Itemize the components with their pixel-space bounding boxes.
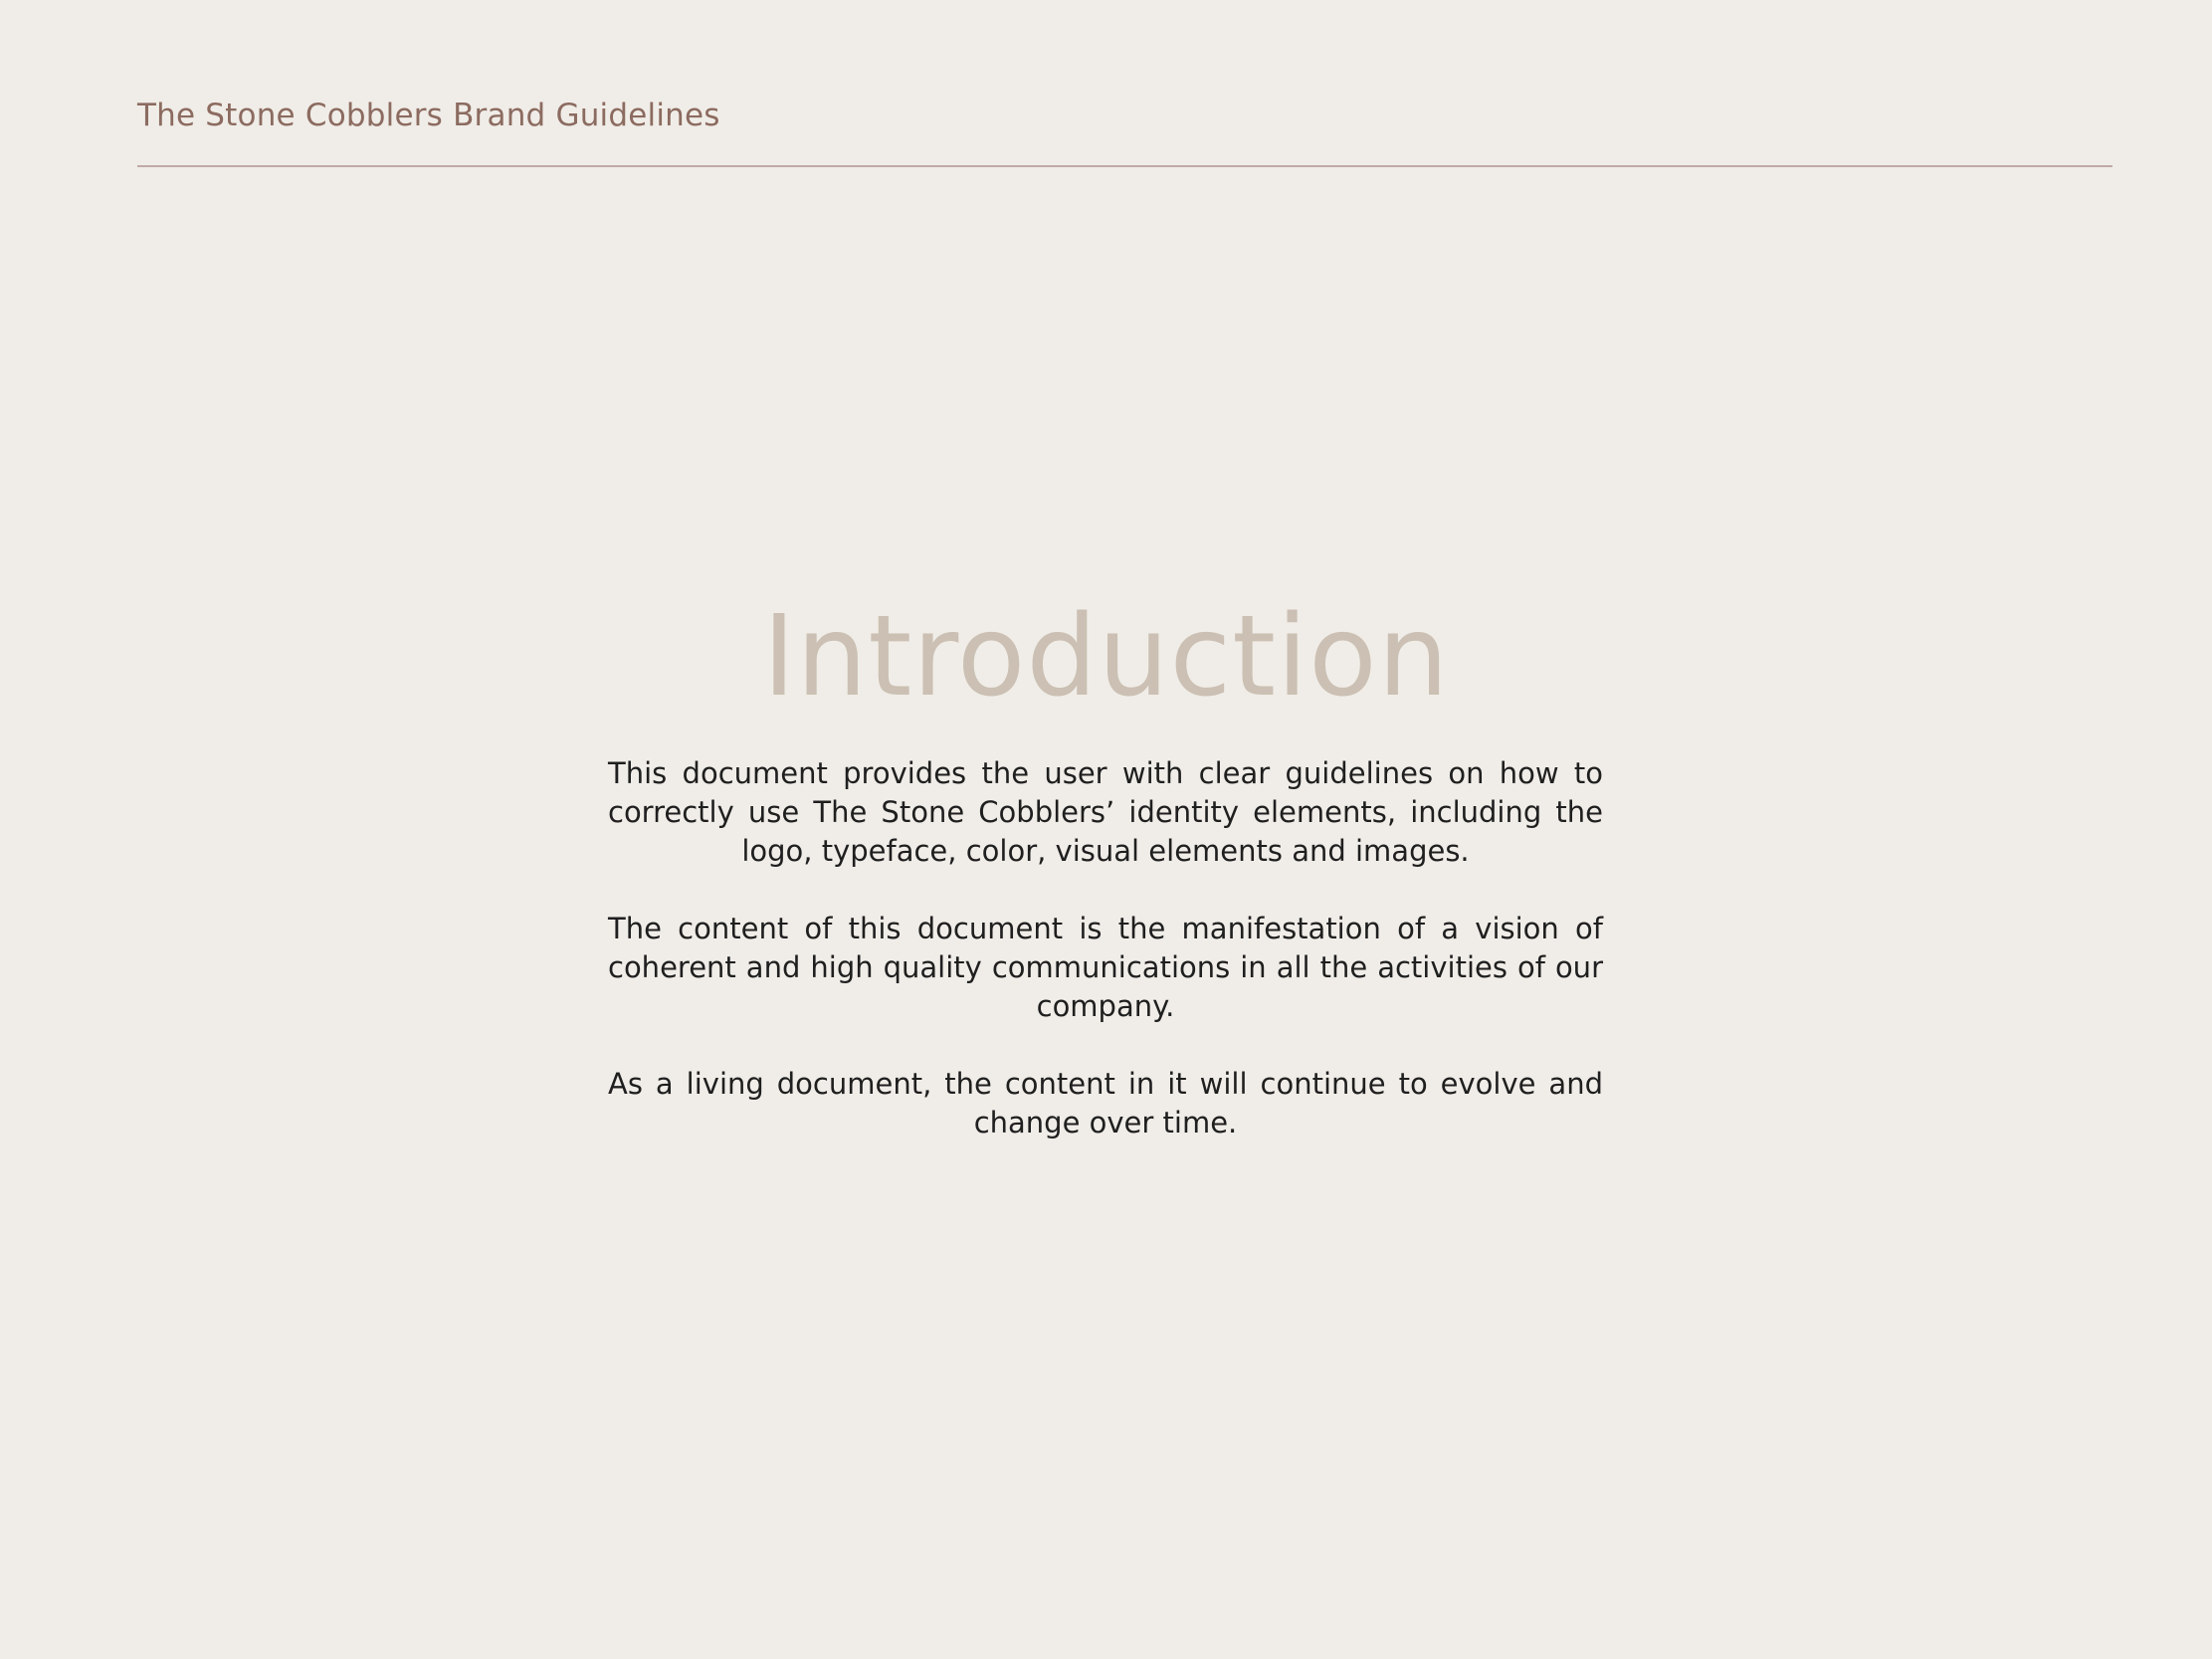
introduction-body — [608, 754, 1603, 1181]
intro-paragraph-1: This document provides the user with clear guidelines on how to correctly use The Stone Cobblers’ identity elements, including the logo, typeface, color, visual elements and images. — [608, 756, 1603, 868]
intro-paragraph-2: The content of this document is the manifestation of a vision of coherent and high quality communications in all the activities of our company. — [608, 912, 1603, 1023]
intro-paragraph-3: As a living document, the content in it will continue to evolve and change over time. — [608, 1067, 1603, 1140]
document-header-title: The Stone Cobblers Brand Guidelines — [137, 98, 720, 133]
page-title: Introduction — [762, 592, 1450, 722]
header-divider — [137, 165, 2112, 167]
